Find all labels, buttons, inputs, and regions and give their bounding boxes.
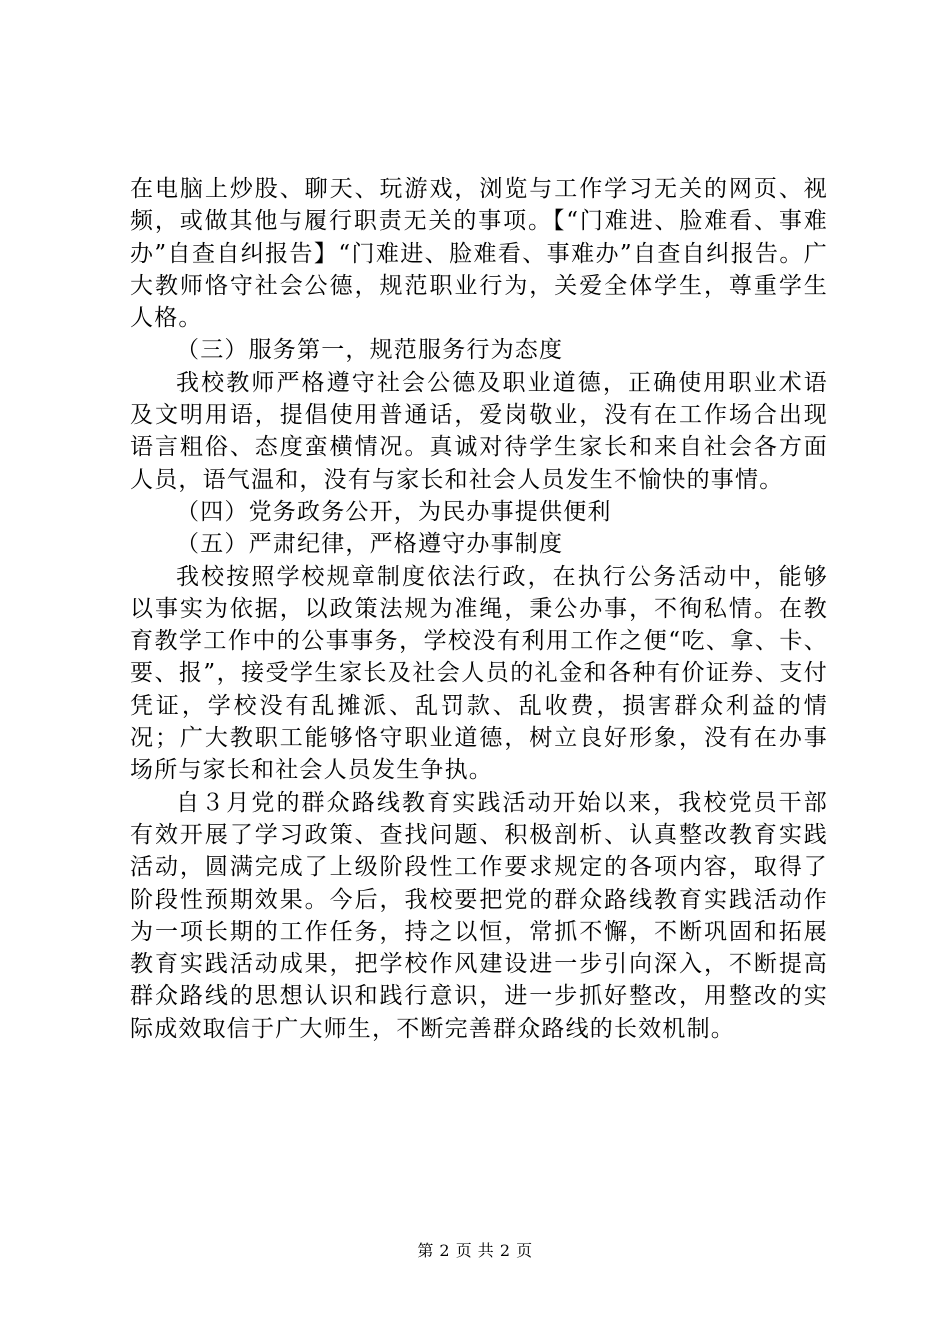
section-heading-5: （五）严肃纪律，严格遵守办事制度 (176, 531, 564, 558)
page-footer: 第 2 页 共 2 页 (417, 1241, 533, 1260)
paragraph-discipline: 我校按照学校规章制度依法行政，在执行公务活动中，能够以事实为依据，以政策法规为准绳，秉公办事，不徇私情。在教育教学工作中的公事事务，学校没有利用工作之便“吃、拿、卡、要、报”，接受学生家长及社会人员的礼金和各种有价证券、支付凭证，学校没有乱摊派、乱罚款、乱收费，损害群众利益的情况；广大教职工能够恪守职业道德，树立良好形象，没有在办事场所与家长和社会人员发生争执。 (130, 563, 828, 784)
paragraph-service: 我校教师严格遵守社会公德及职业道德，正确使用职业术语及文明用语，提倡使用普通话，爱岗敬业，没有在工作场合出现语言粗俗、态度蛮横情况。真诚对待学生家长和来自社会各方面人员，语气温和，没有与家长和社会人员发生不愉快的事情。 (130, 369, 828, 493)
document-body (130, 173, 828, 1045)
paragraph-conclusion: 自３月党的群众路线教育实践活动开始以来，我校党员干部有效开展了学习政策、查找问题、积极剖析、认真整改教育实践活动，圆满完成了上级阶段性工作要求规定的各项内容，取得了阶段性预期效果。今后，我校要把党的群众路线教育实践活动作为一项长期的工作任务，持之以恒，常抓不懈，不断巩固和拓展教育实践活动成果，把学校作风建设进一步引向深入，不断提高群众路线的思想认识和践行意识，进一步抓好整改，用整改的实际成效取信于广大师生，不断完善群众路线的长效机制。 (130, 789, 828, 1042)
paragraph-continuation: 在电脑上炒股、聊天、玩游戏，浏览与工作学习无关的网页、视频，或做其他与履行职责无关的事项。【“门难进、脸难看、事难办”自查自纠报告】“门难进、脸难看、事难办”自查自纠报告。广大教师恪守社会公德，规范职业行为，关爱全体学生，尊重学生人格。 (130, 176, 828, 332)
section-heading-4: （四）党务政务公开，为民办事提供便利 (176, 498, 612, 525)
section-heading-3: （三）服务第一，规范服务行为态度 (176, 337, 564, 364)
